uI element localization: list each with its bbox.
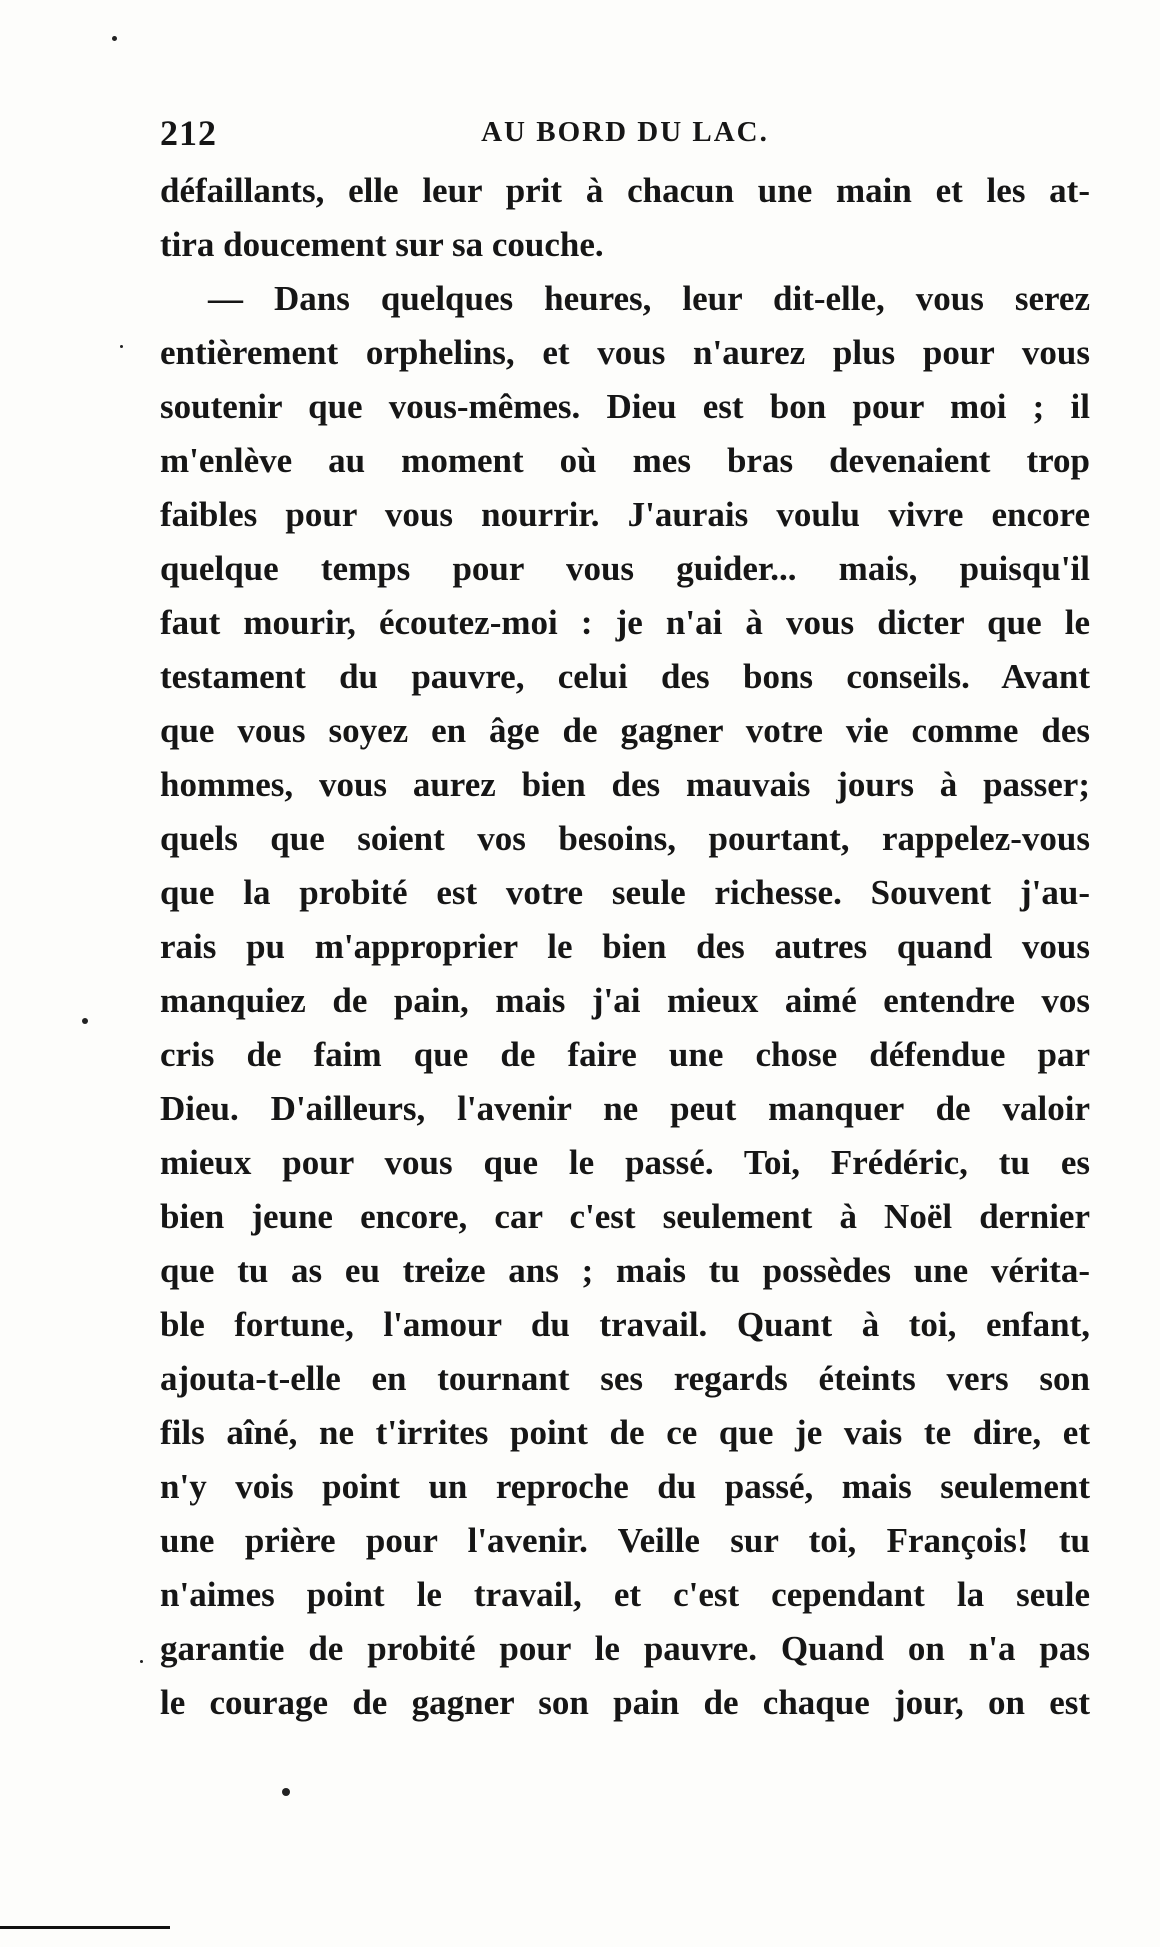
text-line: soutenir que vous-mêmes. Dieu est bon pour moi ; il [160, 387, 1090, 426]
text-line: — Dans quelques heures, leur dit-elle, vous serez [208, 279, 1090, 318]
scan-speck [120, 345, 123, 348]
text-line: hommes, vous aurez bien des mauvais jours à passer; [160, 765, 1090, 804]
text-line: manquiez de pain, mais j'ai mieux aimé entendre vos [160, 981, 1090, 1020]
text-line: n'aimes point le travail, et c'est cependant la seule [160, 1575, 1090, 1614]
running-title: AU BORD DU LAC. [481, 116, 769, 148]
text-line: ajouta-t-elle en tournant ses regards éteints vers son [160, 1359, 1090, 1398]
text-line: que vous soyez en âge de gagner votre vie comme des [160, 711, 1090, 750]
text-line: cris de faim que de faire une chose défendue par [160, 1035, 1090, 1074]
scan-speck [140, 1660, 143, 1663]
text-line: une prière pour l'avenir. Veille sur toi, François! tu [160, 1521, 1090, 1560]
text-line: quelque temps pour vous guider... mais, puisqu'il [160, 549, 1090, 588]
scan-speck [112, 36, 117, 41]
text-line: que tu as eu treize ans ; mais tu possèdes une vérita- [160, 1251, 1090, 1290]
text-line: défaillants, elle leur prit à chacun une main et les at- [160, 171, 1090, 210]
body-text [160, 164, 1090, 1730]
text-line: ble fortune, l'amour du travail. Quant à toi, enfant, [160, 1305, 1090, 1344]
text-line: Dieu. D'ailleurs, l'avenir ne peut manquer de valoir [160, 1089, 1090, 1128]
text-line: tira doucement sur sa couche. [160, 225, 604, 264]
scan-speck [282, 1788, 290, 1796]
text-line: que la probité est votre seule richesse. Souvent j'au- [160, 873, 1090, 912]
text-line: entièrement orphelins, et vous n'aurez plus pour vous [160, 333, 1090, 372]
text-line: fils aîné, ne t'irrites point de ce que je vais te dire, et [160, 1413, 1090, 1452]
text-line: bien jeune encore, car c'est seulement à Noël dernier [160, 1197, 1090, 1236]
scan-speck [82, 1018, 88, 1024]
text-line: faibles pour vous nourrir. J'aurais voulu vivre encore [160, 495, 1090, 534]
text-line: le courage de gagner son pain de chaque jour, on est [160, 1683, 1090, 1722]
text-line: m'enlève au moment où mes bras devenaient trop [160, 441, 1090, 480]
text-line: quels que soient vos besoins, pourtant, rappelez-vous [160, 819, 1090, 858]
text-line: mieux pour vous que le passé. Toi, Frédéric, tu es [160, 1143, 1090, 1182]
text-line: n'y vois point un reproche du passé, mais seulement [160, 1467, 1090, 1506]
text-line: rais pu m'approprier le bien des autres quand vous [160, 927, 1090, 966]
scan-edge-rule [0, 1926, 170, 1929]
page-number: 212 [160, 113, 217, 153]
text-line: garantie de probité pour le pauvre. Quand on n'a pas [160, 1629, 1090, 1668]
text-line: testament du pauvre, celui des bons conseils. Avant [160, 657, 1090, 696]
page-header [160, 112, 1090, 152]
text-line: faut mourir, écoutez-moi : je n'ai à vous dicter que le [160, 603, 1090, 642]
